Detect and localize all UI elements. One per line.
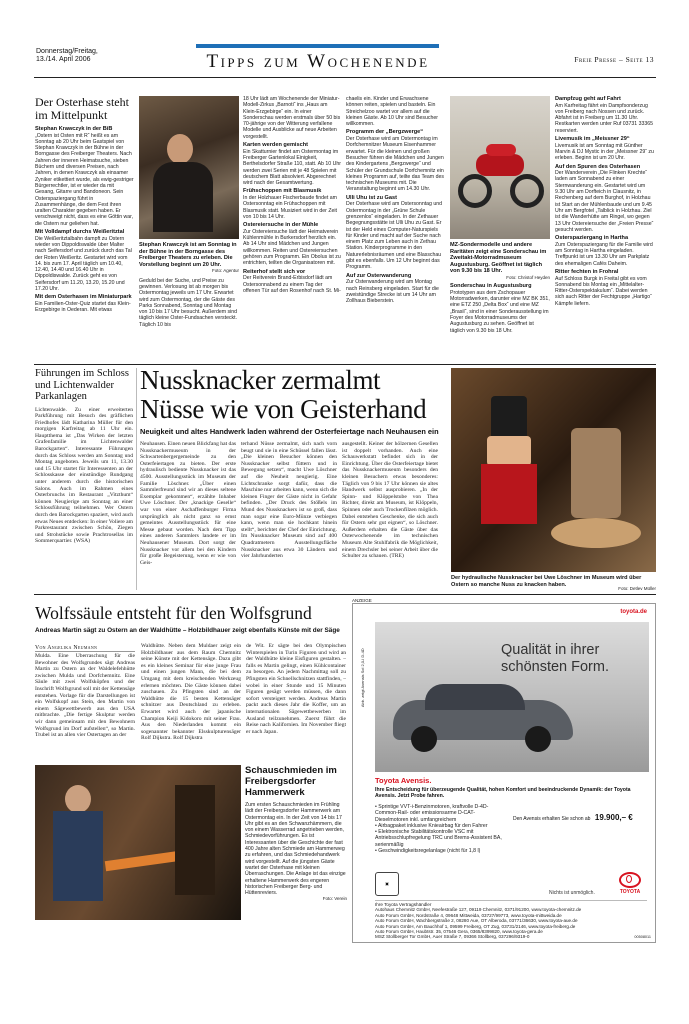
blacksmith-photo (35, 765, 241, 920)
dealer-line: Autohaus Chemnitz GmbH, Neefestraße 127, 09119 Chemnitz, 0371/91200, www.toyota-chemnitz.de (375, 907, 582, 913)
miniaturpark-cont: Geduld bei der Suche, und Preise zu gewinnen. Verlosung ist ab morgen bis Ostermontag jeweils um 17 Uhr. Erwartet wird zum Ostermontag, der die Gäste des Parks Sonnabend, Sonntag und Montag von 10 bis 17 Uhr besucht. Außerdem sind täglich kleine Oster-Fundsachen versteckt. Täglich 10 bis (139, 277, 238, 328)
dealer-line: Auto Forum GmbH, Nordstraße 4, 09648 Mittweida, 03727/99773, www.toyota-mittweida.de (375, 912, 562, 918)
ad-divider (375, 900, 647, 901)
schmieden-title: Schauschmieden im Freibergsdorfer Hammerwerk (245, 765, 337, 798)
nussknacker-headline: Nussknacker zermalmt Nüsse wie von Geisterhand (140, 365, 427, 424)
dealer-header: Ihre Toyota Vertragshändler (375, 902, 432, 907)
schloss-body: Lichtenwalde. Zu einer erweiterten Parkführung mit Besuch des gräflichen Friedhofes lädt Katharina Müller für den morgigen Karfreitag ab 11 Uhr ein. Hauptthema ist „Das Wirken der letzten Grafenfamilie im Lichtenwalder Barockgarten“. Interessante Führungen durch das Schloss werden am Sonntag und Montag angeboten. Jeweils um 11, 13.30 und 15 Uhr startet für Interessenten an der Schlosskasse der einstündige Rundgang unter anderem durch die historischen Salons. Auch im Rahmen eines Osterbrunchs im Restaurant „Vitzthum“ können Neugierige am Sonntag an einer Schlossführung teilnehmen. Wer Ostern durch den Barockgarten spaziert, wird auch etwas Neues entdecken: In einer Voliere am Parkrestaurant zwischen Schön, Ziegen und Strohstücke sowie Prachtrosellas im Sommerquartier. (WSA) (35, 406, 133, 545)
livemusik-text: Livemusik ist am Sonntag mit Günther Marvin & DJ Mystic in der „Meissner 29“ zu erleben. Beginn ist um 20 Uhr. (555, 142, 654, 162)
ad-label: ANZEIGE (352, 598, 372, 603)
blasmusik-text: In der Holzhauer Fischerbaude findet am Ostersonntag ein Frühschoppen mit Blasmusik statt. Musiziert wird in der Zeit von 10 bis 14 Uhr. (243, 195, 338, 220)
wolf-subhead: Andreas Martin sägt zu Ostern an der Waldhütte – Holzbildhauer zeigt ebenfalls Künste mit der Säge (35, 627, 340, 634)
nussknacker-col3: ausgestellt. Keiner der hölzernen Gesellen ist doppelt vorhanden. Auch eine Schauwerkstatt befindet sich in der Einrichtung. Über die Osterfeiertage bietet das Nussknackermuseum besonders den kleinen Besuchern etwas besonderes: Täglich von 9 bis 17 Uhr können sie altes Handwerk selbst ausprobieren. „In der Spinn- und Klöppelstube von Thea Richter, direkt am Museum, ist Klöppeln, Spinnen oder auch Trockenfilzen möglich. Dabei entstehen Geschenke, die sich auch für Ostern sehr gut eignen“, so Löschner. Außerdem erhalten die Gäste über das Osterwochenende im technischen Museum Alte Stuhlfabrik die Möglichkeit, einem Drechsler bei seiner Arbeit über die Schulter zu schauen. (TRE) (342, 441, 438, 560)
ad-intro: Ihre Entscheidung für überzeugende Qualität, hohen Komfort und beeindruckende Dynamik: der Toyota Avensis. Jetzt Probe fahren. (375, 787, 631, 800)
mz-caption: MZ-Sondermodelle und andere Raritäten zeigt eine Sonderschau im Zweitakt-Motorradmuseum Augustusburg. Geöffnet ist täglich von 9.30 bis 18 Uhr. (450, 242, 547, 275)
toyota-emblem-icon (619, 872, 641, 888)
zirkus-text: 18 Uhr lädt am Wochenende der Miniatur-Modell-Zirkus „Barnoti“ ins „Haus am Klein-Erzgebirge“ ein. In einer Sonderschau werden erstmals über 50 bis 70-jährige von der Witterung verfallene Modelle und Ausblicke auf neue Arbeiten vorgestellt. (243, 96, 341, 140)
dealer-line: Auto Forum GmbH, Haubtstr. 35, 07546 Gera, 0365/8399820, www.toyota-gera.de (375, 929, 543, 935)
osterwanderung-text: Zur Osterwanderung wird am Montag nach Reinsberg eingeladen. Start für die zweistündige Strecke ist um 14 Uhr am Zollhaus Bieberstein. (346, 279, 439, 305)
osterhase-article (35, 96, 135, 361)
bergzwerge-text: Der Osterhase wird am Ostermontag im Dorfchemnitzer Museum Eisenhammer erwartet. Für die kleinen und großen Besucher führen die Mädchen und Jungen des Kindergartens „Bergzwerge“ und Schüler der Grundschule Dorfchemnitz ein kleines Programm auf, teilte das Team des technischen Museums mit. Die Veranstaltung beginnt um 14.30 Uhr. (346, 136, 444, 193)
krawczyk-caption: Stephan Krawczyk ist am Sonntag in der Bühne in der Borngasse des Freiberger Theaters zu erleben. Die Vorstellung beginnt um 20 Uhr. (139, 242, 237, 268)
award-seal: ▣ (375, 872, 399, 896)
nussknacker-col1: Neuhausen. Einen neuen Blickfang hat das Nussknackermuseum in der Schwartenbergergemeinde zu den Osterfeiertagen zu bieten. Der erste hydraulisch bediente Nussknacker ist das 4500. Ausstellungsstück im Museum der Familie Löschner. „Über einen Sammlerfreund sind wir an dieses seltene Exemplar gekommen“, erzählte Inhaber Uwe Löschner. Der „knackige Geselle“ war von einer Aschaffenburger Firma ursprünglich als nicht ganz so ernst gemeintes Ausstellungsstück für eine Messe gebaut worden. Nach dem Tipp eines anderen Sammlers landete er im Neuhausener Museum. Dort sorgt der Nussknacker vor allem bei den Kindern für große Begeisterung, wenn er wie von Geis- (140, 441, 236, 566)
schloss-article (35, 368, 133, 590)
ad-features (375, 804, 505, 854)
ad-feature: • Sprintige VVT-i-Benzinmotoren, kraftvolle D-4D-Common-Rail- oder emissionsarme D-CAT-Dieselmotoren inkl. umfangreichem (375, 804, 489, 823)
spuren-text: Der Wanderverein „Die Flinken Krechte“ laden am Sonnabend zu einer Sternwanderung ein. Gestartet wird um 9.30 Uhr am Dorfteich in Clausnitz, in Rechenberg auf dem Burghof, in Holzhau ist Start an der Mühlenbaude und um 9.45 Uhr am Bergfotel „Talblick in Holzhau. Ziel ist die Wanderhütte am Ringel, wo gegen 13 Uhr Ostereiersuche der „Freien Presse“ gesucht werden. (555, 170, 654, 233)
ad-side-note: Abb. zeigt Avensis Sol 2,0-l D-4D (359, 648, 365, 708)
ad-slogan: Nichts ist unmöglich. (549, 890, 595, 896)
toyota-logo (613, 872, 647, 895)
hartha-subhead: Osterspaziergang in Hartha (555, 235, 629, 242)
schmieden-body: Zum ersten Schauschmieden im Frühling lädt der Freibergsdorfer Hammerwerk am Ostermontag ein. In der Zeit von 14 bis 17 Uhr gibt es an den Schwanzhämmern, die von einem Wasserrad angetrieben werden, Schmiedevorführungen. Es ist Interessanten über die Geschichte der fast 400 Jahre alten Schmiede am Hammerweg zu erfahren, und das Schmiedehandwerk wird vorgestellt. Auf die jüngsten Gäste wartet der Osterhase mit kleinen Überraschungen. Die Anlage ist das einzige erhaltene Hammerwerk des engeren historischen Freiberger Berg- und Hüttenreviers. (245, 802, 346, 897)
wolf-byline: Von Angelika Neumann (35, 645, 135, 652)
ritter-subhead: Ritter fechten in Frohral (555, 268, 619, 275)
issue-date: Donnerstag/Freitag, 13./14. April 2006 (36, 48, 98, 63)
toyota-ad[interactable] (352, 603, 656, 943)
livemusik-subhead: Livemusik im „Meissner 29“ (555, 136, 630, 143)
masthead-rule (34, 77, 656, 78)
ad-url[interactable]: toyota.de (620, 609, 647, 615)
dealer-list (375, 902, 649, 940)
osterhase-headline: Der Osterhase steht im Mittelpunkt (35, 96, 129, 122)
notes-column-3 (243, 96, 341, 361)
schloss-headline: Führungen im Schloss und Lichtenwalder Parkanlagen (35, 368, 129, 402)
weisseritz-body: Die Weißeritztalbahn dampft zu Ostern wieder von Dippoldiswalde über Malter nach Seifersdorf und zurück durch das Tal der Roten Weißeritz. Gestartet wird vom 14. bis zum 17. April täglich um 10.40, 12.40, 14.40 und 16.40 Uhr in Dippoldiswalde. Zurück geht es von Seifersdorf um 11.20, 13.20, 15.20 und 17.20 Uhr. (35, 235, 132, 293)
ulliuhu-text: Der Osterhase wird am Ostersonntag und Ostermontag in der „Grüne Schule grenzenlos“ eingeladen. In der Zethauer Begegnungsstätte ist Ulli Uhu zu Gast. Er ist der Held eines Computer-Naturspiels für Kinder und macht auf der Suche nach einem Platz zum Leben auch in Zethau Station. Kinderprogramme in den Naturerlebnisräumen und eine Blasschau gibt es ebenfalls. Um 12 Uhr beginnt das Programm. (346, 201, 443, 271)
dampfzug-subhead: Dampfzug geht auf Fahrt (555, 96, 621, 102)
nutcracker-photo (451, 368, 656, 572)
ad-price: 19.900,– € (594, 813, 633, 822)
muehle-text: Zur Ostereiersuche lädt der Heimatverein Kühlenmühle in Burkersdorf herzlich ein. Ab 14 Uhr sind Mädchen und Jungen willkommen. Reiten und Ostereiersuchen gehören zum Programm. Ein Obolus ist zu entrichten, teilten die Organisatoren mit. (243, 228, 341, 267)
bergzwerge-subhead: Programm der „Bergzwerge“ (346, 129, 424, 136)
wolf-col3: de Wit. Er sägte bei den Olympischen Winterspielen in Turin Figuren und wird an der Waldhütte kleine Eisfiguren gestalten. – falls es Martin gelingt, einen Kühlcontainer zu besorgen. An jedem Nachmittag soll zu Pfingsten ein Schnellschnitzen stattfinden, – wobei in einer Stunde und 15 Minuten Figuren gesägt werden müssen, die dann sofort versteigert werden. Andreas Martin packt auch dieses Jahr die Koffer, um an internationalen Sägewettbewerben im Ausland teilzunehmen. Zuerst führt die Reise nach Kalifornien. Im November fliegt er nach Japan. (246, 643, 346, 735)
wolf-headline: Wolfssäule entsteht für den Wolfsgrund (35, 603, 312, 623)
mz-credit: Foto: Christof Heyden (506, 274, 550, 280)
ad-feature: • Geschwindigkeitsregelanlage (nicht für 1,8 l) (375, 848, 481, 855)
schmieden-credit: Foto: Verein (322, 896, 347, 902)
ad-price-block (513, 807, 653, 825)
ad-feature: • Elektronische Stabilitätskontrolle VSC mit Antriebsschlupfregelung TRC und Brems-Assistent BA, serienmäßig (375, 829, 502, 848)
osterwanderung-subhead: Auf zur Osterwanderung (346, 272, 412, 279)
toyota-brand: TOYOTA (619, 889, 641, 895)
osterhase-subhead: Stephan Krawczyk in der BiB (35, 126, 113, 132)
blasmusik-subhead: Frühschoppen mit Blasmusik (243, 188, 322, 195)
reiterhof-subhead: Reiterhof stellt sich vor (243, 268, 306, 275)
spuren-subhead: Auf den Spuren des Osterhasen (555, 163, 641, 170)
band-rule-2 (34, 594, 656, 595)
nutcracker-caption: Der hydraulische Nussknacker bei Uwe Löschner im Museum wird über Ostern so manche Nuss zu knacken haben. (451, 575, 642, 588)
schmieden-box (245, 765, 347, 925)
mz-caption-block (450, 242, 550, 362)
ad-price-label: Den Avensis erhalten Sie schon ab (513, 816, 591, 822)
miniaturpark-subhead: Mit dem Osterhasen im Miniaturpark (35, 294, 132, 301)
car-photo (375, 622, 649, 772)
reiterhof-cont: chaelis ein. Kinder und Erwachsene können reiten, spielen und basteln. Ein Streichelzoo wartet vor allem auf die kleinen Gäste. Ab 10 Uhr sind Besucher willkommen. (346, 96, 438, 128)
ad-headline: Qualität in ihrer schönsten Form. (501, 642, 609, 675)
dampfzug-text: Am Karfreitag fährt ein Dampfsonderzug von Freiberg nach Nossen und zurück. Abfahrt ist in Freiberg um 11.30 Uhr. Restkarten werden unter Ruf 03731 33365 reserviert. (555, 102, 654, 134)
schloss-divider (136, 368, 137, 590)
ad-model: Toyota Avensis. (375, 776, 432, 785)
notes-column-6 (555, 96, 655, 361)
motorcycle-photo (450, 96, 550, 239)
skat-text: Ein Skatturnier findet am Ostermontag im Freiberger Gartenlokal Einigkeit, Berthelsdorfer Straße 110, statt. Ab 10 Uhr werden zwei Serien mit je 48 Spielen mit deutschem Blatt absolviert. Abgerechnet wird nach der Gesamtwertung. (243, 148, 341, 187)
osterhase-body: „Ostern ist Osten mit R“ heißt es am Sonntag ab 20 Uhr beim Gastspiel von Stephan Krawczyk in der Bühne in der Borngasse des Freiberger Theaters. Nach Jahren der inneren Heimatsuche, sieben Büchern und diversen Preisen, nach Jahren, in denen Krawczyk als einsamer Zyniker etikettiert wurde, als ewig-gestriger Bürgerrechtler, ist er wieder da mit Gesang, Gitarre und Bandoneon. Sein Osterspaziergang führt in Zusammenhänge, die dem Fest ihren uralten Charakter gegeben haben. Er verschweigt nicht, dass es eine Göttin war, die Ostern nur geliehen hat. (35, 132, 134, 227)
reiterhof-text: Der Reitverein Brand-Erbisdorf lädt am Ostersonnabend zu einem Tag der offenen Tür auf den Rosenhof nach St. Mi- (243, 275, 341, 294)
nutcracker-credit: Foto: Detlev Müller (618, 586, 656, 591)
krawczyk-credit: Foto: Agentur (211, 268, 239, 274)
wolf-col1: Mulda. Eine Überraschung für die Bewohner des Wolfsgrundes sägt Andreas Martin zu Ostern an der Waldelefehhütte zwischen Mulda und Dorfchemnitz. Eine Säule mit zwei Wolfsköpfen und der Inschrift Wolfsgrund soll mit der Kettensäge entstehen. Vorlage für die Darstellungen ist ein Wolfskopf aus Stein, den Martin von einem Sägewettbewerb aus den USA mitbrachte. „Die fertige Skulptur werden wir dann gemeinsam mit den Bewohnern Wolfsgrund im Dorf aufstellen“, so Martin. Trubel ist an allen vier Ostertagen an der (35, 653, 135, 739)
masthead-accent-bar (196, 44, 439, 48)
page-title: Tipps zum Wochenende (206, 51, 430, 72)
augustusburg-subhead: Sonderschau in Augustusburg (450, 283, 532, 290)
nussknacker-col2: terhand Nüsse zermalmt, sich nach vorn beugt und sie in eine Schüssel fallen lässt. „Die kleinen Besucher können den Nussknacker selbst füttern und in Bewegung setzen“, macht Uwe Löschner auf die Neuheit neugierig. Eine Lichtschranke sorgt dafür, dass die Maschine nur arbeiten kann, wenn sich die kleinen Finger der Gäste nicht in Gefahr befinden. „Der Druck des Stößels im Mund des Nussknackers ist so groß, dass man sogar eine Euro-Münze verbiegen kann, wenn man sie hochkant hinein stellt“, berichtet der Chef der Einrichtung. Im Nussknacker Museum sind auf 400 Quadratmetern Ausstellungsfläche Nussknacker aus etwa 30 Ländern und vier Jahrhunderten (241, 441, 337, 560)
nussknacker-subhead: Neuigkeit und altes Handwerk laden während der Osterfeiertage nach Neuhausen ein (140, 427, 439, 436)
dealer-line: MSZ Stollberger Tor GmbH, Auer Straße 7, 09366 Stollberg, 037296/9319-0 (375, 934, 530, 940)
krawczyk-caption-block (139, 242, 239, 362)
ulliuhu-subhead: Ulli Uhu ist zu Gast (346, 194, 397, 201)
skat-subhead: Karten werden gemischt (243, 142, 308, 149)
augustusburg-text: Prototypen aus dem Zschopauer Motorradwerken, darunter eine MZ BK 351, eine ETZ 250 „Delta Box“ und eine MZ „Brasil“, sind in einer Sonderausstellung im Foyer des Motorradmuseums der Augustusburg zu sehen. Geöffnet ist täglich von 9.30 bis 18 Uhr. (450, 289, 550, 334)
muehle-subhead: Ostereiersuche in der Mühle (243, 222, 319, 229)
weisseritz-subhead: Mit Volldampf durchs Weißeritztal (35, 229, 125, 236)
paper-name: Freie Presse – Seite 13 (574, 55, 654, 64)
ad-code: 00508011 (634, 934, 651, 939)
ad-feature: • Airbagpaket inklusive Knieairbag für den Fahrer (375, 822, 488, 829)
dealer-line: Auto Forum GmbH, Am Bauchhof 1, 09599 Freiberg, OT Zug, 03731/2146, www.toyota-freiberg.de (375, 923, 576, 929)
krawczyk-photo (139, 96, 239, 239)
dealer-line: Auto Forum GmbH, Wachbergstraße 2, 08280 Aue, OT Alberoda, 03771/36630, www.toyota-aue.de (375, 918, 578, 924)
notes-column-4 (346, 96, 444, 361)
ritter-text: Auf Schloss Burgk in Freital gibt es vom Sonnabend bis Montag ein „Mittelalter-Ritter-Osterspektakulum“. Dabei werden sich auch Ritter der Fechtgruppe „Hartigo“ Kämpfe liefern. (555, 275, 652, 307)
miniaturpark-body: Ein Familien-Oster-Quiz startet das Klein-Erzgebirge in Oederan. Mit etwas (35, 300, 131, 314)
hartha-text: Zum Osterspaziergang für die Familie wird am Sonntag in Hartha eingeladen. Treffpunkt ist um 13.30 Uhr am Parkplatz des ehemaligen Cafés Daheim. (555, 241, 653, 267)
wolf-col2: Waldhütte. Neben dem Muldaer zeigt ein Holzbildhauer aus dem Raum Chemnitz seine Künste mit der Kettensäge. Dazu gibt es ein kleines Seminar für eine junge Frau und einen jungen Mann, die bei dem Umgang mit dem kreischenden Werkzeug erlernen möchten. Die Gäste können dabei zuschauen. Zu Pfingsten sind an der Waldhütte die 15 besten Kettensäger schnitzer aus Deutschland zu erleben. Erwartet wird auch der japanische Champion Keiji Kidokoro mit seiner Frau. Aus den Niederlanden kommt ein sogenannter bekannter Elsskulpturensäger Rolf Dijkstra. Rolf Dijkstra (141, 643, 241, 742)
